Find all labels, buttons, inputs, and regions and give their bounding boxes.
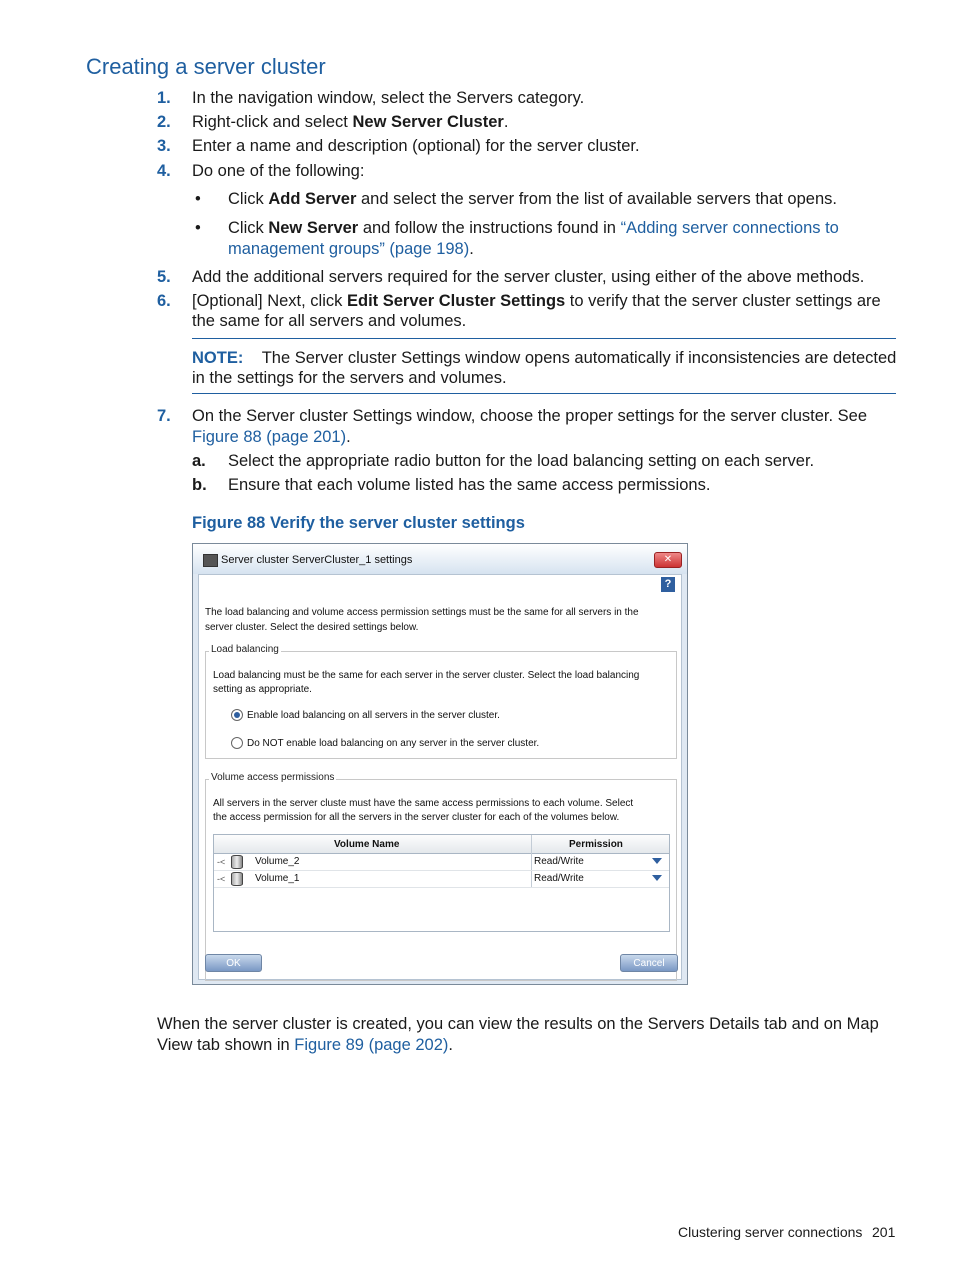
bullet-text-cont: management groups” (page 198). <box>228 240 474 258</box>
step-number: 6. <box>157 292 171 310</box>
dialog-body <box>198 574 682 980</box>
closing-text-cont: View tab shown in Figure 89 (page 202). <box>157 1036 453 1054</box>
tree-connector-icon: -< <box>217 857 226 867</box>
ok-button[interactable]: OK <box>205 954 262 972</box>
page-number: 201 <box>872 1224 896 1240</box>
step-text: Add the additional servers required for the server cluster, using either of the above methods. <box>192 268 865 286</box>
note-rule-bottom <box>192 393 896 394</box>
step-text: In the navigation window, select the Servers category. <box>192 89 585 107</box>
dialog-intro-cont: server cluster. Select the desired settings below. <box>205 622 419 633</box>
figure-link[interactable]: Figure 89 (page 202) <box>294 1036 449 1054</box>
volume-icon <box>231 872 243 886</box>
volume-name: Volume_1 <box>255 873 300 884</box>
radio-disable-load-balancing[interactable] <box>231 737 243 749</box>
permission-value: Read/Write <box>534 856 584 867</box>
step-text: On the Server cluster Settings window, choose the proper settings for the server cluster. See <box>192 407 868 425</box>
footer-section: Clustering server connections <box>678 1224 863 1240</box>
figure-link[interactable]: Figure 88 (page 201) <box>192 428 347 446</box>
settings-dialog <box>192 543 688 985</box>
dialog-title: Server cluster ServerCluster_1 settings <box>221 554 413 566</box>
substep-letter: b. <box>192 476 207 494</box>
step-text: Do one of the following: <box>192 162 365 180</box>
step-number: 3. <box>157 137 171 155</box>
volume-icon <box>231 855 243 869</box>
note-rule-top <box>192 338 896 339</box>
step-text-cont: Figure 88 (page 201). <box>192 428 351 446</box>
table-row[interactable] <box>214 853 669 871</box>
help-icon[interactable]: ? <box>661 577 675 592</box>
cancel-button[interactable]: Cancel <box>620 954 678 972</box>
bullet-text: Click New Server and follow the instructions found in “Adding server connections to <box>228 219 839 237</box>
vap-description-cont: the access permission for all the servers in the server cluster for each of the volumes below. <box>213 812 620 823</box>
step-number: 7. <box>157 407 171 425</box>
step-text: Enter a name and description (optional) for the server cluster. <box>192 137 640 155</box>
radio-enable-load-balancing[interactable] <box>231 709 243 721</box>
note-label: NOTE: <box>192 349 244 367</box>
lb-description: Load balancing must be the same for each server in the server cluster. Select the load balancing <box>213 670 640 681</box>
volume-permissions-label: Volume access permissions <box>211 772 335 783</box>
vap-description: All servers in the server cluste must have the same access permissions to each volume. Select <box>213 798 634 809</box>
step-text: Right-click and select New Server Cluster. <box>192 113 509 131</box>
note-text: NOTE: The Server cluster Settings window opens automatically if inconsistencies are detected <box>192 349 897 367</box>
volume-name: Volume_2 <box>255 856 300 867</box>
step-number: 1. <box>157 89 171 107</box>
dialog-titlebar <box>193 544 687 574</box>
step-number: 4. <box>157 162 171 180</box>
tree-connector-icon: -< <box>217 874 226 884</box>
bullet-text: Click Add Server and select the server from the list of available servers that opens. <box>228 190 837 208</box>
closing-text: When the server cluster is created, you can view the results on the Servers Details tab and on Map <box>157 1015 879 1033</box>
chevron-down-icon[interactable] <box>652 875 662 881</box>
radio-disable-label: Do NOT enable load balancing on any server in the server cluster. <box>247 738 540 749</box>
bullet-dot: • <box>195 219 201 237</box>
step-text: [Optional] Next, click Edit Server Cluster Settings to verify that the server cluster settings are <box>192 292 881 310</box>
bullet-dot: • <box>195 190 201 208</box>
figure-caption: Figure 88 Verify the server cluster settings <box>192 514 525 532</box>
step-number: 2. <box>157 113 171 131</box>
section-heading: Creating a server cluster <box>86 54 326 79</box>
substep-text: Ensure that each volume listed has the same access permissions. <box>228 476 711 494</box>
close-icon[interactable]: ✕ <box>654 552 682 568</box>
cross-ref-link[interactable]: “Adding server connections to <box>620 219 839 237</box>
volume-table <box>213 834 670 932</box>
load-balancing-label: Load balancing <box>211 644 279 655</box>
permission-value: Read/Write <box>534 873 584 884</box>
step-number: 5. <box>157 268 171 286</box>
dialog-intro: The load balancing and volume access permission settings must be the same for all servers in the <box>205 607 639 618</box>
chevron-down-icon[interactable] <box>652 858 662 864</box>
table-row[interactable] <box>214 870 669 888</box>
cross-ref-link[interactable]: management groups” (page 198) <box>228 240 470 258</box>
step-text-cont: the same for all servers and volumes. <box>192 312 467 330</box>
app-icon <box>203 554 218 567</box>
substep-letter: a. <box>192 452 206 470</box>
lb-description-cont: setting as appropriate. <box>213 684 312 695</box>
substep-text: Select the appropriate radio button for the load balancing setting on each server. <box>228 452 815 470</box>
radio-enable-label: Enable load balancing on all servers in the server cluster. <box>247 710 500 721</box>
note-text-cont: in the settings for the servers and volumes. <box>192 369 507 387</box>
column-header-volume[interactable]: Volume Name <box>334 839 400 850</box>
column-header-permission[interactable]: Permission <box>569 839 623 850</box>
